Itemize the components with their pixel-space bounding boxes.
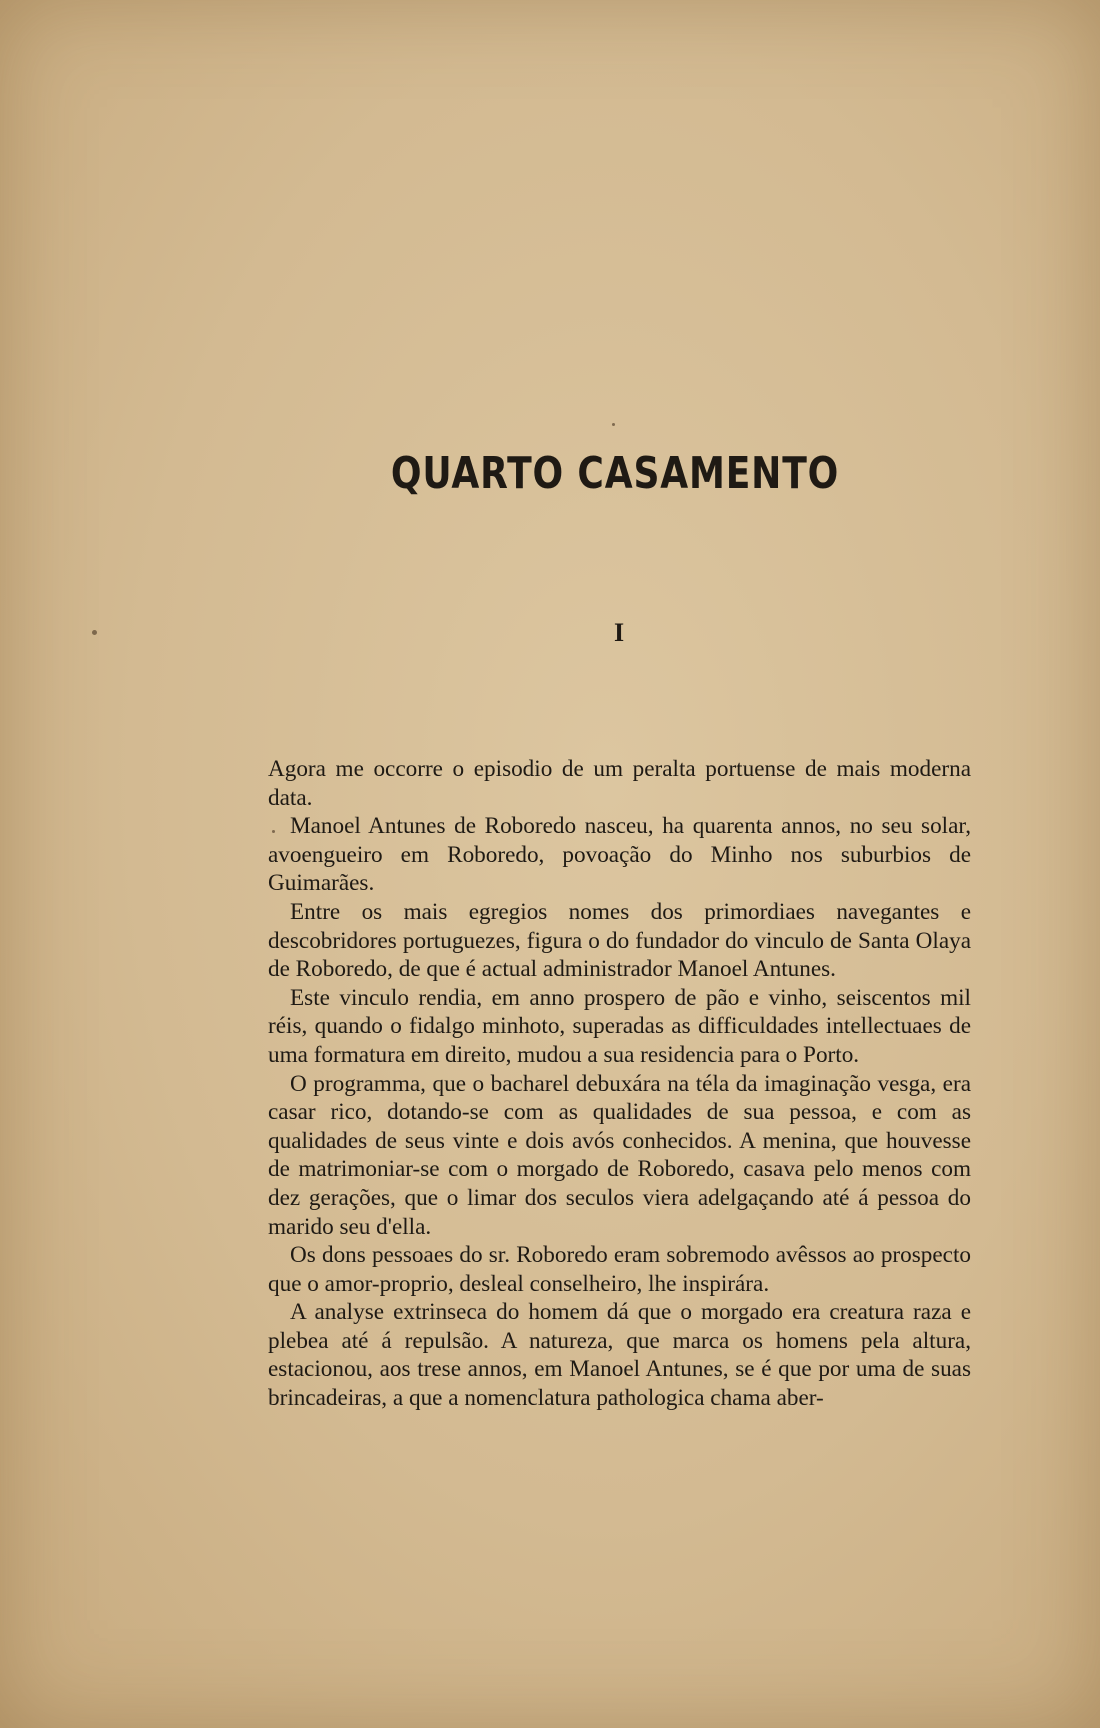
- paragraph: A analyse extrinseca do homem dá que o morgado era creatura raza e plebea até á repulsão. A natureza, que marca os homens pela altura, estacionou, aos trese annos, em Manoel Antunes, se é que por uma de suas brincadeiras, a que a nomenclatura pathologica chama aber-: [268, 1299, 971, 1412]
- body-text: [268, 755, 971, 1413]
- paper-speck: [612, 423, 615, 426]
- paragraph: Os dons pessoaes do sr. Roboredo eram sobremodo avêssos ao prospecto que o amor-proprio, desleal conselheiro, lhe inspirára.: [268, 1242, 971, 1297]
- paragraph: O programma, que o bacharel debuxára na téla da imaginação vesga, era casar rico, dotando-se com as qualidades de sua pessoa, e com as qualidades de seus vinte e dois avós conhecidos. A menina, que houvesse de matrimoniar-se com o morgado de Roboredo, casava pelo menos com dez gerações, que o limar dos seculos viera adelgaçando até á pessoa do marido seu d'ella.: [268, 1070, 971, 1240]
- paragraph: Este vinculo rendia, em anno prospero de pão e vinho, seiscentos mil réis, quando o fidalgo minhoto, superadas as difficuldades intellectuaes de uma formatura em direito, mudou a sua residencia para o Porto.: [268, 984, 971, 1068]
- chapter-number: I: [613, 618, 625, 647]
- paragraph: Agora me occorre o episodio de um peralta portuense de mais moderna data.: [268, 756, 971, 811]
- paragraph: Entre os mais egregios nomes dos primordiaes navegantes e descobridores portuguezes, figura o do fundador do vinculo de Santa Olaya de Roboredo, de que é actual administrador Manoel Antunes.: [268, 898, 971, 983]
- paragraph: Manoel Antunes de Roboredo nasceu, ha quarenta annos, no seu solar, avoengueiro em Roboredo, povoação do Minho nos suburbios de Guimarães.: [268, 813, 971, 897]
- page-title: QUARTO CASAMENTO: [390, 448, 840, 499]
